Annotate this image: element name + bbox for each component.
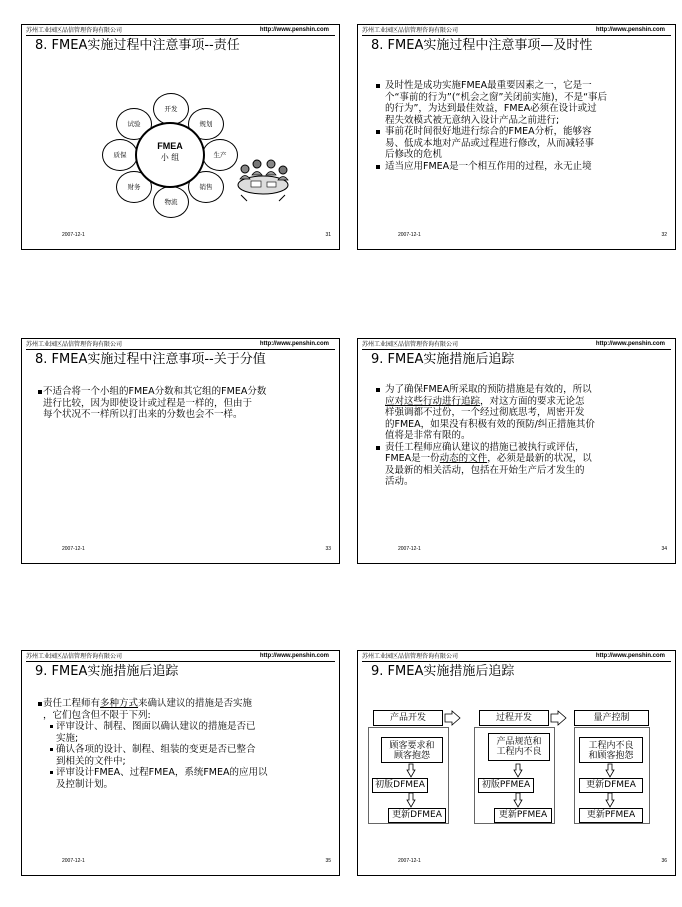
slide-header — [362, 340, 671, 350]
company-name: 苏州工业园区品信管理咨询有限公司 — [362, 27, 459, 34]
updated-pfmea: 更新PFMEA — [494, 808, 552, 823]
sub-bullet-list: 评审设计、制程、图面以确认建议的措施是否已 实施; 确认各项的设计、制程、组装的变更是否已整合 到相关的文件中; 评审设计FMEA、过程FMEA，系统FMEA的应用以 及控制计划。 — [56, 721, 268, 790]
slide-date: 2007-12-1 — [62, 858, 85, 864]
slide-body: 不适合将一个小组的FMEA分数和其它组的FMEA分数 进行比较，因为即使设计或过程是一样的，但由于 每个状况不一样所以打出来的分数也会不一样。 — [43, 386, 266, 421]
petal-guihua: 规划 — [188, 108, 224, 140]
slide-header — [26, 26, 335, 36]
slide-body: 责任工程师有多种方式来确认建议的措施是否实施 ，它们包含但不限于下列: 评审设计、制程、图面以确认建议的措施是否已 实施; 确认各项的设计、制程、组装的变更是否已整合 到相关的文件中; 评审设计FMEA、过程FMEA，系统FMEA的应用以 及控制计划。 — [43, 698, 255, 790]
stage-mass-production: 量产控制 — [574, 710, 649, 726]
slide-header — [26, 340, 335, 350]
slide-date: 2007-12-1 — [398, 232, 421, 238]
slide-date: 2007-12-1 — [398, 858, 421, 864]
sub-bullet-item: 评审设计FMEA、过程FMEA，系统FMEA的应用以 — [56, 767, 268, 779]
updated-dfmea: 更新DFMEA — [388, 808, 446, 823]
bullet-icon — [376, 446, 380, 450]
bullet-icon — [376, 84, 380, 88]
slide-header — [362, 26, 671, 36]
slide-32 — [357, 24, 676, 250]
slide-36 — [357, 650, 676, 876]
website-url: http://www.penshin.com — [259, 27, 329, 33]
petal-zhibao: 质保 — [102, 139, 138, 171]
petal-caiwu: 财务 — [116, 171, 152, 203]
sub-bullet-item: 评审设计、制程、图面以确认建议的措施是否已 — [56, 721, 268, 733]
slide-title: 9. FMEA实施措施后追踪 — [371, 352, 515, 367]
company-name: 苏州工业园区品信管理咨询有限公司 — [26, 341, 123, 348]
slide-title: 8. FMEA实施过程中注意事项--关于分值 — [35, 352, 266, 367]
company-name: 苏州工业园区品信管理咨询有限公司 — [362, 653, 459, 660]
petal-wuliu: 物流 — [153, 186, 189, 218]
input-product-spec: 产品规范和 工程内不良 — [488, 733, 550, 761]
slide-title: 9. FMEA实施措施后追踪 — [35, 664, 179, 679]
center-title: FMEA — [157, 141, 183, 151]
slide-title: 9. FMEA实施措施后追踪 — [371, 664, 515, 679]
bullet-icon — [376, 388, 380, 392]
slide-header — [26, 652, 335, 662]
slide-number: 34 — [661, 546, 667, 552]
slide-35 — [21, 650, 340, 876]
slide-number: 35 — [325, 858, 331, 864]
tracking-flow-diagram — [368, 709, 664, 829]
bullet-item: 适当应用FMEA是一个相互作用的过程，永无止境 — [385, 161, 607, 173]
slide-33 — [21, 338, 340, 564]
bullet-icon — [38, 390, 42, 394]
slide-title: 8. FMEA实施过程中注意事项—及时性 — [371, 38, 593, 53]
petal-shiyan: 试验 — [116, 108, 152, 140]
center-subtitle: 小 组 — [160, 153, 180, 162]
input-customer-requirements: 顾客要求和 顾客抱怨 — [381, 737, 443, 763]
updated-pfmea-mass: 更新PFMEA — [579, 808, 643, 823]
website-url: http://www.penshin.com — [259, 341, 329, 347]
bullet-icon — [376, 165, 380, 169]
slide-34 — [357, 338, 676, 564]
input-process-defects: 工程内不良 和顾客抱怨 — [579, 737, 643, 763]
bullet-item: 责任工程师应确认建议的措施已被执行或评估， — [385, 442, 595, 454]
bullet-icon — [376, 130, 380, 134]
fmea-team-center — [135, 122, 205, 188]
initial-pfmea: 初版PFMEA — [478, 778, 534, 793]
company-name: 苏州工业园区品信管理咨询有限公司 — [26, 27, 123, 34]
bullet-item: 为了确保FMEA所采取的预防措施是有效的，所以 — [385, 384, 595, 396]
bullet-icon — [50, 725, 53, 728]
stage-process-dev: 过程开发 — [479, 710, 549, 726]
slide-date: 2007-12-1 — [398, 546, 421, 552]
slide-title: 8. FMEA实施过程中注意事项--责任 — [35, 38, 240, 53]
slide-number: 32 — [661, 232, 667, 238]
updated-dfmea-mass: 更新DFMEA — [579, 778, 643, 793]
slide-date: 2007-12-1 — [62, 546, 85, 552]
bullet-item: 事前花时间很好地进行综合的FMEA分析，能够容 — [385, 126, 607, 138]
bullet-item: 责任工程师有多种方式来确认建议的措施是否实施 — [43, 698, 255, 710]
slide-number: 31 — [325, 232, 331, 238]
bullet-item: 不适合将一个小组的FMEA分数和其它组的FMEA分数 — [43, 386, 266, 398]
slide-body: 为了确保FMEA所采取的预防措施是有效的，所以 应对这些行动进行追踪，对这方面的要求无论怎 样强调都不过份，一个经过彻底思考，周密开发 的FMEA，如果没有积极有效的预防/纠正措施其价 值将是非常有限的。 责任工程师应确认建议的措施已被执行或评估， FMEA是一份动态的文件，必须是最新的状况，以 及最新的相关活动，包括在开始生产后才发生的 活动。 — [385, 384, 595, 488]
slide-header — [362, 652, 671, 662]
bullet-icon — [38, 702, 42, 706]
bullet-item: 及时性是成功实施FMEA最重要因素之一，它是一 — [385, 80, 607, 92]
fmea-team-diagram — [100, 93, 240, 233]
stage-product-dev: 产品开发 — [373, 710, 443, 726]
slide-body: 及时性是成功实施FMEA最重要因素之一，它是一 个“事前的行为”(“机会之窗”关闭前实施)，不是“事后 的行为”，为达到最佳效益，FMEA必须在设计或过 程失效模式被无意纳入设计产品之前进行; 事前花时间很好地进行综合的FMEA分析，能够容 易、低成本地对产品或过程进行修改，从而减轻事 后修改的危机 适当应用FMEA是一个相互作用的过程，永无止境 — [385, 80, 607, 172]
bullet-icon — [50, 748, 53, 751]
website-url: http://www.penshin.com — [259, 653, 329, 659]
petal-shengchan: 生产 — [202, 139, 238, 171]
sub-bullet-item: 确认各项的设计、制程、组装的变更是否已整合 — [56, 744, 268, 756]
slide-number: 36 — [661, 858, 667, 864]
meeting-clipart-icon — [235, 155, 291, 203]
slide-number: 33 — [325, 546, 331, 552]
slide-date: 2007-12-1 — [62, 232, 85, 238]
initial-dfmea: 初版DFMEA — [372, 778, 428, 793]
bullet-icon — [50, 771, 53, 774]
website-url: http://www.penshin.com — [595, 653, 665, 659]
website-url: http://www.penshin.com — [595, 27, 665, 33]
website-url: http://www.penshin.com — [595, 341, 665, 347]
petal-kaifa: 开发 — [153, 93, 189, 125]
petal-xiaoshou: 销售 — [188, 171, 224, 203]
company-name: 苏州工业园区品信管理咨询有限公司 — [362, 341, 459, 348]
slide-31 — [21, 24, 340, 250]
company-name: 苏州工业园区品信管理咨询有限公司 — [26, 653, 123, 660]
